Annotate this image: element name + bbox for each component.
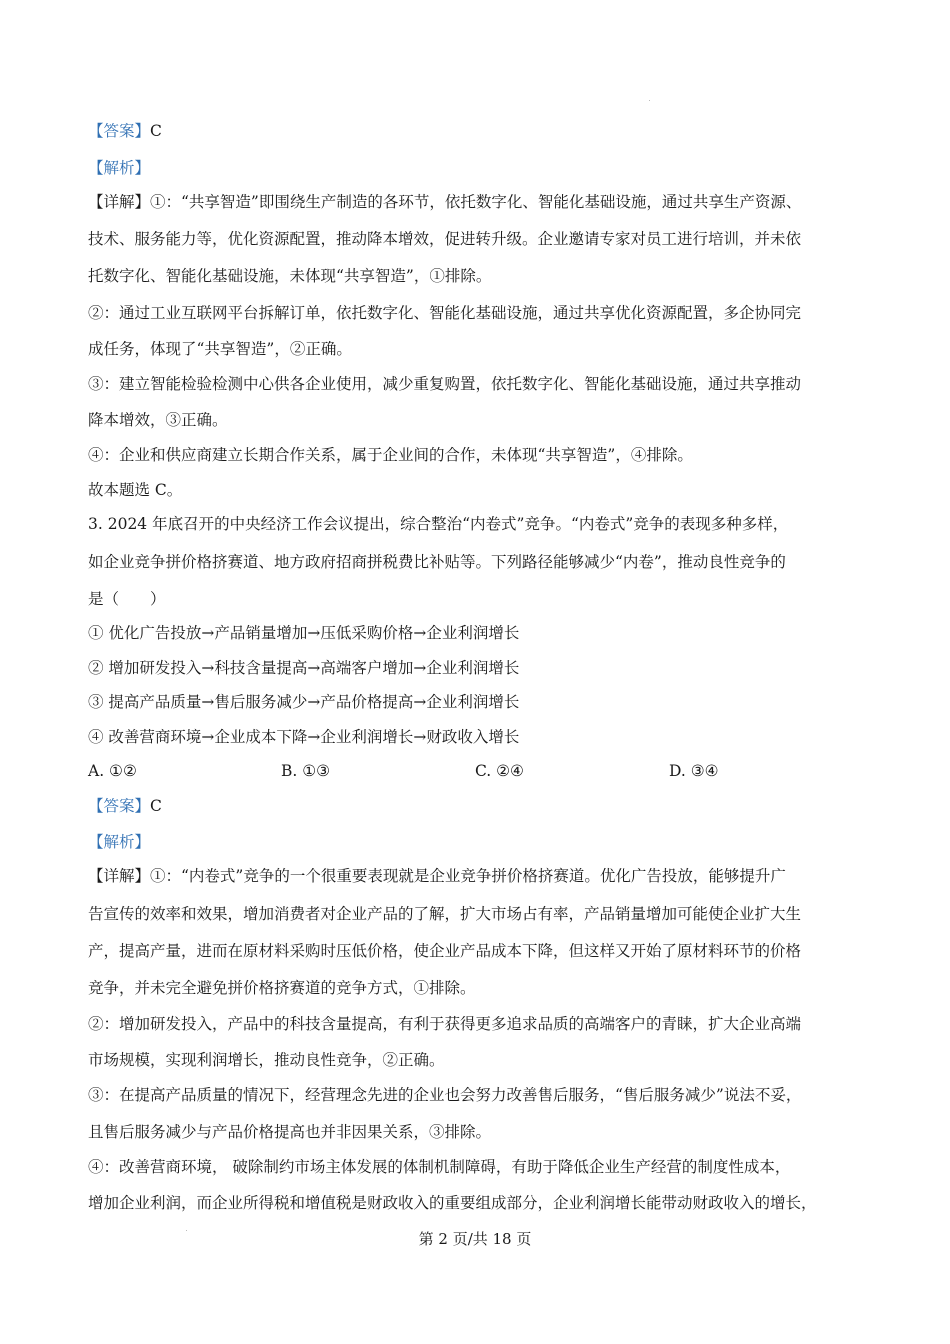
q3-line: ④：改善营商环境， 破除制约市场主体发展的体制机制障碍，有助于降低企业生产经营的制度性成本， (88, 1158, 791, 1176)
q2-answer (88, 121, 162, 141)
option-a: A. ①② (88, 762, 137, 780)
option-c: C. ②④ (475, 762, 524, 780)
page-footer: 第 2 页/共 18 页 (418, 1230, 532, 1248)
q3-item: ③ 提高产品质量→售后服务减少→产品价格提高→企业利润增长 (88, 693, 520, 711)
q3-stem: 是（ ） (88, 590, 166, 608)
q3-line: ②：增加研发投入，产品中的科技含量提高，有利于获得更多追求品质的高端客户的青睐，扩大企业高端 (88, 1015, 802, 1033)
q3-line: ③：在提高产品质量的情况下，经营理念先进的企业也会努力改善售后服务，“售后服务减少”说法不妥， (88, 1086, 802, 1104)
scan-dot (649, 100, 650, 101)
option-b: B. ①③ (281, 762, 331, 780)
q2-line: ④：企业和供应商建立长期合作关系，属于企业间的合作，未体现“共享智造”，④排除。 (88, 446, 693, 464)
answer-value: C (150, 797, 162, 815)
option-d: D. ③④ (669, 762, 719, 780)
q2-line: 【详解】①：“共享智造”即围绕生产制造的各环节，依托数字化、智能化基础设施，通过共享生产资源、 (88, 193, 802, 211)
q3-line: 【详解】①：“内卷式”竞争的一个很重要表现就是企业竞争拼价格挤赛道。优化广告投放，能够提升广 (88, 867, 786, 885)
q3-line: 市场规模，实现利润增长，推动良性竞争，②正确。 (88, 1051, 445, 1069)
answer-tag: 【答案】 (88, 797, 151, 815)
q3-line: 产，提高产量，进而在原材料采购时压低价格，使企业产品成本下降，但这样又开始了原材料环节的价格 (88, 942, 802, 960)
q3-line: 告宣传的效率和效果，增加消费者对企业产品的了解，扩大市场占有率，产品销量增加可能使企业扩大生 (88, 905, 802, 923)
q3-line: 且售后服务减少与产品价格提高也并非因果关系，③排除。 (88, 1123, 492, 1141)
q3-line: 增加企业利润，而企业所得税和增值税是财政收入的重要组成部分，企业利润增长能带动财政收入的增长， (88, 1194, 817, 1212)
q2-line: 成任务，体现了“共享智造”，②正确。 (88, 340, 352, 358)
q3-answer (88, 796, 162, 816)
q3-stem: 3. 2024 年底召开的中央经济工作会议提出，综合整治“内卷式”竞争。“内卷式”竞争的表现多种多样， (88, 515, 789, 533)
q2-line: 降本增效，③正确。 (88, 411, 228, 429)
q3-item: ④ 改善营商环境→企业成本下降→企业利润增长→财政收入增长 (88, 728, 520, 746)
answer-tag: 【答案】 (88, 122, 151, 140)
answer-value: C (150, 122, 162, 140)
q2-line: 托数字化、智能化基础设施，未体现“共享智造”，①排除。 (88, 267, 492, 285)
q3-line: 竞争，并未完全避免拼价格挤赛道的竞争方式，①排除。 (88, 979, 476, 997)
q2-line: 技术、服务能力等，优化资源配置，推动降本增效，促进转升级。企业邀请专家对员工进行培训，并未依 (88, 230, 802, 248)
q2-line: ③：建立智能检验检测中心供各企业使用，减少重复购置，依托数字化、智能化基础设施，通过共享推动 (88, 375, 802, 393)
q2-conclusion: 故本题选 C。 (88, 481, 183, 499)
q2-line: ②：通过工业互联网平台拆解订单，依托数字化、智能化基础设施，通过共享优化资源配置，多企协同完 (88, 304, 802, 322)
q3-item: ① 优化广告投放→产品销量增加→压低采购价格→企业利润增长 (88, 624, 520, 642)
q2-analysis-tag: 【解析】 (88, 159, 151, 177)
q3-analysis-tag: 【解析】 (88, 833, 151, 851)
q3-item: ② 增加研发投入→科技含量提高→高端客户增加→企业利润增长 (88, 659, 520, 677)
q3-stem: 如企业竞争拼价格挤赛道、地方政府招商拼税费比补贴等。下列路径能够减少“内卷”，推动良性竞争的 (88, 553, 786, 571)
